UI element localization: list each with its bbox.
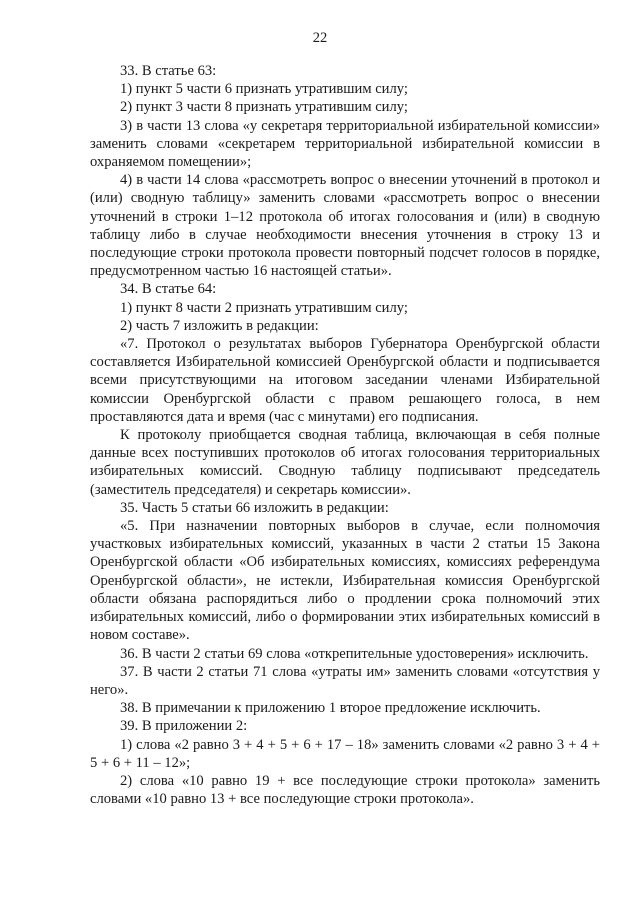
paragraph: 34. В статье 64: (120, 281, 217, 298)
document-body (90, 62, 600, 808)
paragraph: 1) пункт 5 части 6 признать утратившим силу; (120, 81, 408, 98)
paragraph: 2) слова «10 равно 19 + все последующие строки протокола» заменить словами «10 равно 13 + все последующие строки протокола». (90, 772, 600, 808)
page-number: 22 (312, 30, 328, 46)
paragraph: 2) пункт 3 части 8 признать утратившим силу; (120, 99, 408, 116)
paragraph: 36. В части 2 статьи 69 слова «открепительные удостоверения» исключить. (120, 645, 589, 662)
paragraph: «5. При назначении повторных выборов в случае, если полномочия участковых избирательных комиссий, указанных в части 2 статьи 15 Закона Оренбургской области «Об избирательных комиссиях, комиссиях референдума Оренбургской области», не истекли, Избирательная комиссия Оренбургской области обязана распорядиться либо о продлении срока полномочий этих избирательных комиссий, либо о формировании этих избирательных комиссий в новом составе». (90, 518, 600, 644)
paragraph: 3) в части 13 слова «у секретаря территориальной избирательной комиссии» заменить словами «секретарем территориальной избирательной комиссии в охраняемом помещении»; (90, 117, 600, 171)
paragraph: 2) часть 7 изложить в редакции: (120, 317, 319, 334)
paragraph: 39. В приложении 2: (120, 718, 248, 735)
paragraph: К протоколу приобщается сводная таблица, включающая в себя полные данные всех поступивших протоколов об итогах голосования территориальных избирательных комиссий. Сводную таблицу подписывают председатель (заместитель председателя) и секретарь комиссии». (90, 427, 600, 498)
paragraph: 4) в части 14 слова «рассмотреть вопрос о внесении уточнений в протокол и (или) сводную таблицу» заменить словами «рассмотреть вопрос о внесении уточнений в строки 1–12 протокола об итогах голосования и (или) в сводную таблицу либо в случае необходимости внесения уточнения в строку 13 и последующие строки протокола провести повторный подсчет голосов в порядке, предусмотренном частью 16 настоящей статьи». (90, 172, 600, 280)
paragraph: 35. Часть 5 статьи 66 изложить в редакции: (120, 499, 389, 516)
paragraph: 37. В части 2 статьи 71 слова «утраты им» заменить словами «отсутствия у него». (90, 663, 600, 698)
paragraph: «7. Протокол о результатах выборов Губернатора Оренбургской области составляется Избирательной комиссией Оренбургской области и подписывается всеми присутствующими на итоговом заседании членами Избирательной комиссии Оренбургской области с правом решающего голоса, в нем проставляются дата и время (час с минутами) его подписания. (90, 336, 600, 425)
paragraph: 33. В статье 63: (120, 63, 217, 79)
paragraph: 1) слова «2 равно 3 + 4 + 5 + 6 + 17 – 18» заменить словами «2 равно 3 + 4 + 5 + 6 + 11 – 12»; (90, 736, 600, 771)
paragraph: 1) пункт 8 части 2 признать утратившим силу; (120, 299, 408, 316)
paragraph: 38. В примечании к приложению 1 второе предложение исключить. (120, 700, 541, 717)
